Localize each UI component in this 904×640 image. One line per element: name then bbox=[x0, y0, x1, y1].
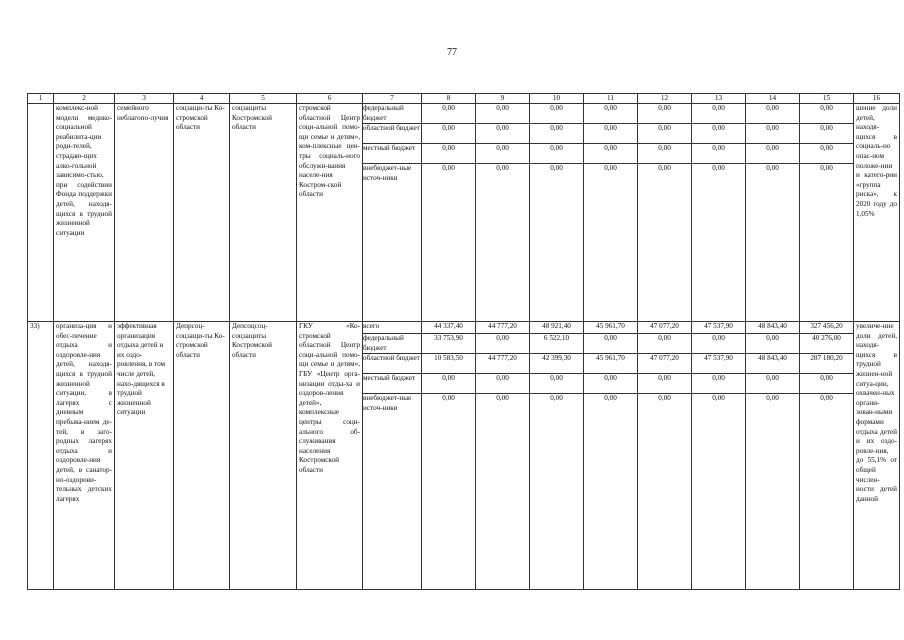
row1-values-col bbox=[584, 104, 638, 322]
funding-value: 0,00 bbox=[638, 144, 692, 164]
header-cell: 13 bbox=[692, 94, 746, 104]
funding-source: местный бюджет bbox=[363, 144, 422, 164]
row1-sources-cell bbox=[363, 104, 422, 322]
funding-value: 48 843,40 bbox=[746, 322, 800, 334]
funding-value: 10 583,50 bbox=[422, 354, 476, 374]
funding-value: 0,00 bbox=[584, 334, 638, 354]
funding-value: 0,00 bbox=[712, 394, 725, 402]
funding-value: 48 921,40 bbox=[530, 322, 584, 334]
funding-value: 47 537,90 bbox=[692, 322, 746, 334]
funding-value: 0,00 bbox=[746, 334, 800, 354]
funding-value: 0,00 bbox=[476, 374, 530, 394]
funding-value: 0,00 bbox=[530, 124, 584, 144]
row1-values-col bbox=[638, 104, 692, 322]
funding-value: 0,00 bbox=[584, 374, 638, 394]
header-cell: 9 bbox=[476, 94, 530, 104]
row2-coexecutor: Депсоцсоц-соцзащиты Костромской области bbox=[230, 322, 297, 590]
funding-value: 47 537,90 bbox=[692, 354, 746, 374]
row1-values bbox=[476, 104, 530, 186]
row2-values bbox=[530, 322, 584, 416]
funding-source: областной бюджет bbox=[363, 124, 422, 144]
funding-value: 47 077,20 bbox=[638, 322, 692, 334]
funding-source: местный бюджет bbox=[363, 374, 422, 394]
row2-values bbox=[584, 322, 638, 416]
row2-values-col bbox=[584, 322, 638, 590]
funding-value: 0,00 bbox=[476, 144, 530, 164]
header-cell: 15 bbox=[800, 94, 854, 104]
funding-value: 0,00 bbox=[584, 144, 638, 164]
funding-value: 0,00 bbox=[604, 394, 617, 402]
funding-value: 42 399,30 bbox=[530, 354, 584, 374]
funding-value: 0,00 bbox=[584, 104, 638, 124]
row2-values bbox=[638, 322, 692, 416]
funding-value: 47 077,20 bbox=[638, 354, 692, 374]
funding-value: 0,00 bbox=[476, 104, 530, 124]
row1-values-col bbox=[530, 104, 584, 322]
row1-participants: стромской областной Центр соци-альной помо-щи семье и детям», ком-плексные цен-тры социаль-ного обслужи-вания населе-ния Костром-ской области bbox=[297, 104, 363, 322]
row1-col1 bbox=[28, 104, 54, 322]
row2-number: 33) bbox=[28, 322, 54, 590]
funding-value: 0,00 bbox=[638, 104, 692, 124]
header-cell: 12 bbox=[638, 94, 692, 104]
row1-values-col bbox=[800, 104, 854, 322]
funding-value: 0,00 bbox=[422, 124, 476, 144]
row2-values-col bbox=[530, 322, 584, 590]
funding-value: 327 456,20 bbox=[800, 322, 854, 334]
funding-value: 0,00 bbox=[530, 104, 584, 124]
row1-indicator: шение доли детей, находя-щихся в социаль-но опас-ном положе-нии и катего-рии «группа риска», к 2020 году до 1,05% bbox=[854, 104, 900, 322]
funding-value: 0,00 bbox=[638, 334, 692, 354]
funding-value: 0,00 bbox=[692, 374, 746, 394]
funding-value: 0,00 bbox=[422, 374, 476, 394]
row2-values bbox=[422, 322, 476, 416]
funding-value: 45 961,70 bbox=[584, 322, 638, 334]
funding-value: 0,00 bbox=[550, 394, 563, 402]
funding-value: 0,00 bbox=[692, 334, 746, 354]
funding-source: областной бюджет bbox=[363, 354, 422, 374]
funding-value: 0,00 bbox=[422, 144, 476, 164]
funding-value: 0,00 bbox=[800, 104, 854, 124]
funding-value: 44 777,20 bbox=[476, 322, 530, 334]
funding-value: 0,00 bbox=[746, 144, 800, 164]
row1-goal: семейного неблагопо-лучия bbox=[115, 104, 174, 322]
funding-value: 0,00 bbox=[692, 104, 746, 124]
row1-sources bbox=[363, 104, 422, 186]
row1-values-col bbox=[746, 104, 800, 322]
row1-coexecutor: соцзащиты Костромской области bbox=[230, 104, 297, 322]
funding-value: 0,00 bbox=[766, 394, 779, 402]
header-cell: 2 bbox=[54, 94, 115, 104]
funding-value: 0,00 bbox=[496, 394, 509, 402]
header-cell: 11 bbox=[584, 94, 638, 104]
funding-value: 0,00 bbox=[604, 164, 617, 172]
row1-values bbox=[800, 104, 854, 186]
funding-value: 0,00 bbox=[746, 124, 800, 144]
row2-values-col bbox=[746, 322, 800, 590]
row1-values bbox=[530, 104, 584, 186]
funding-value: 44 337,40 bbox=[422, 322, 476, 334]
funding-value: 0,00 bbox=[692, 124, 746, 144]
funding-value: 48 843,40 bbox=[746, 354, 800, 374]
row1-values-col bbox=[692, 104, 746, 322]
funding-value: 0,00 bbox=[442, 164, 455, 172]
row2-values bbox=[692, 322, 746, 416]
funding-source: федеральный бюджет bbox=[363, 334, 422, 354]
row2-values bbox=[800, 322, 854, 416]
funding-value: 287 180,20 bbox=[800, 354, 854, 374]
funding-value: 0,00 bbox=[530, 144, 584, 164]
funding-value: 0,00 bbox=[476, 124, 530, 144]
funding-value: 0,00 bbox=[550, 164, 563, 172]
row2-values bbox=[476, 322, 530, 416]
funding-value: 6 522,10 bbox=[530, 334, 584, 354]
funding-value: 0,00 bbox=[584, 124, 638, 144]
funding-value: 0,00 bbox=[530, 374, 584, 394]
funding-value: 0,00 bbox=[712, 164, 725, 172]
funding-value: 0,00 bbox=[658, 394, 671, 402]
row1-values bbox=[746, 104, 800, 186]
header-cell: 14 bbox=[746, 94, 800, 104]
funding-source: федеральный бюджет bbox=[363, 104, 422, 124]
header-cell: 1 bbox=[28, 94, 54, 104]
program-table bbox=[27, 93, 900, 590]
funding-value: 0,00 bbox=[746, 104, 800, 124]
row2-values-col bbox=[692, 322, 746, 590]
funding-value: 0,00 bbox=[422, 104, 476, 124]
row1-values bbox=[692, 104, 746, 186]
funding-value: 44 777,20 bbox=[476, 354, 530, 374]
funding-value: 45 961,70 bbox=[584, 354, 638, 374]
row1-values bbox=[638, 104, 692, 186]
header-cell: 10 bbox=[530, 94, 584, 104]
funding-source: всего bbox=[363, 322, 422, 334]
header-cell: 3 bbox=[115, 94, 174, 104]
funding-value: 0,00 bbox=[800, 144, 854, 164]
row2-values bbox=[746, 322, 800, 416]
row2-measure: организа-ция и обес-печение отдыха и оздоровле-ния детей, находя-щихся в трудной жизненной ситуации, в лагерях с дневным пребыва-нием де-тей, в заго-родных лагерях отдыха и оздоровле-ния детей, в санатор-но-оздорови-тельных детских лагерях bbox=[54, 322, 115, 590]
funding-value: 0,00 bbox=[692, 144, 746, 164]
funding-value: 0,00 bbox=[496, 164, 509, 172]
row1-values-col bbox=[476, 104, 530, 322]
funding-value: 0,00 bbox=[820, 394, 833, 402]
funding-value: 0,00 bbox=[820, 164, 833, 172]
row2-participants: ГКУ «Ко-стромской областной Центр соци-альной помо-щи семье и детям», ГБУ «Центр орга-низации отды-ха и оздоров-ления детей», комплексные центры соци-ального об-служивания населения Костромской области bbox=[297, 322, 363, 590]
funding-value: 0,00 bbox=[800, 374, 854, 394]
row1-responsible: соцзащи-ты Ко-стромской области bbox=[174, 104, 230, 322]
header-cell: 7 bbox=[363, 94, 422, 104]
funding-value: 0,00 bbox=[638, 124, 692, 144]
funding-source: внебюджет-ные источ-ники bbox=[363, 394, 412, 412]
funding-value: 0,00 bbox=[442, 394, 455, 402]
row1-values-col bbox=[422, 104, 476, 322]
page-number: 77 bbox=[447, 47, 457, 58]
row2-values-col bbox=[476, 322, 530, 590]
row2-values-col bbox=[638, 322, 692, 590]
funding-value: 0,00 bbox=[746, 374, 800, 394]
table-row bbox=[28, 322, 900, 590]
header-cell: 5 bbox=[230, 94, 297, 104]
row2-indicator: увеличе-ние доли детей, находя-щихся в трудной жизнен-ной ситуа-ции, охвачен-ных органи-зован-ными формами отдыха детей и их оздо-ровле-ния, до 55,1% от общей числен-ности детей данной bbox=[854, 322, 900, 590]
row2-goal: эффективная организация отдыха детей и их оздо-ровления, в том числе детей, нахо-дящихся в трудной жизненной ситуации bbox=[115, 322, 174, 590]
header-cell: 8 bbox=[422, 94, 476, 104]
row2-sources bbox=[363, 322, 422, 416]
funding-value: 0,00 bbox=[476, 334, 530, 354]
row2-sources-cell bbox=[363, 322, 422, 590]
funding-value: 40 276,00 bbox=[800, 334, 854, 354]
table-row bbox=[28, 104, 900, 322]
row2-values-col bbox=[422, 322, 476, 590]
row1-values bbox=[584, 104, 638, 186]
funding-value: 33 753,90 bbox=[422, 334, 476, 354]
header-cell: 4 bbox=[174, 94, 230, 104]
header-cell: 16 bbox=[854, 94, 900, 104]
funding-value: 0,00 bbox=[800, 124, 854, 144]
row1-measure: комплекс-ной модели медико-социальной реабилита-ции роди-телей, страдаю-щих алко-гольной зависимо-стью, при содействии Фонда поддержки детей, находя-щихся в трудной жизненной ситуации bbox=[54, 104, 115, 322]
row1-values bbox=[422, 104, 476, 186]
funding-source: внебюджет-ные источ-ники bbox=[363, 164, 412, 182]
row2-values-col bbox=[800, 322, 854, 590]
header-row bbox=[28, 94, 900, 104]
funding-value: 0,00 bbox=[766, 164, 779, 172]
funding-value: 0,00 bbox=[658, 164, 671, 172]
funding-value: 0,00 bbox=[638, 374, 692, 394]
header-cell: 6 bbox=[297, 94, 363, 104]
row2-responsible: Депрсоц-соцзащи-ты Ко-стромской области bbox=[174, 322, 230, 590]
